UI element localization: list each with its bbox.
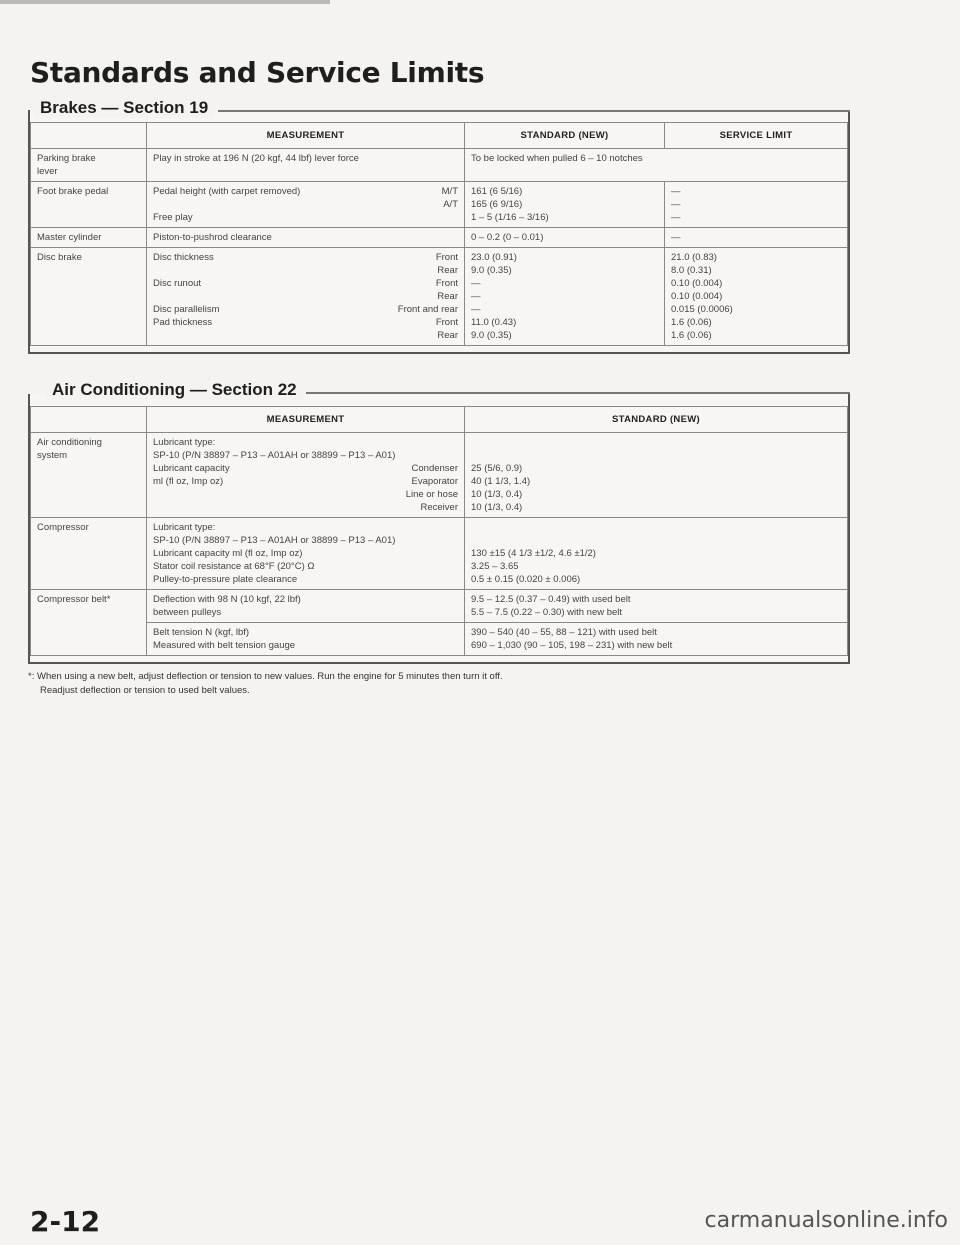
header-service-limit: SERVICE LIMIT (665, 123, 848, 149)
watermark: carmanualsonline.info (704, 1208, 948, 1233)
table-row: Air conditioning system Lubricant type: SP-10 (P/N 38897 – P13 – A01AH or 38899 – P13 – A01) Lubricant capacity Condenser ml (fl oz, Imp oz) Evaporator Line or hose Receiver 25 (5/6, 0.9) 40 (1 1/3, 1.4) 10 (1/3, 0.4) 10 (1/3, 0.4) (31, 433, 848, 518)
header-standard: STANDARD (NEW) (465, 407, 848, 433)
brakes-section (28, 98, 850, 354)
aircon-section (28, 380, 850, 664)
page-number: 2-12 (30, 1205, 101, 1238)
table-row: Disc brake Disc thickness Front Rear Disc runout Front Rear Disc parallelism Front and rear Pad thickness Front Rear 23.0 (0.91) 9.0 (0.35) — — — 11.0 (0.43) 9.0 (0.35) 21.0 (0.83) 8.0 (0.31) 0.10 (0.004) 0.10 (0.004) 0.015 (0.0006) 1.6 (0.06) 1.6 (0.06) (31, 248, 848, 346)
header-measurement: MEASUREMENT (147, 123, 465, 149)
table-row: Compressor Lubricant type: SP-10 (P/N 38897 – P13 – A01AH or 38899 – P13 – A01) Lubricant capacity ml (fl oz, Imp oz) Stator coil resistance at 68°F (20°C) Ω Pulley-to-pressure plate clearance 130 ±15 (4 1/3 ±1/2, 4.6 ±1/2) 3.25 – 3.65 0.5 ± 0.15 (0.020 ± 0.006) (31, 518, 848, 590)
page-title: Standards and Service Limits (30, 56, 485, 89)
aircon-table (30, 406, 848, 656)
footnote: *: When using a new belt, adjust deflection or tension to new values. Run the engine for 5 minutes then turn it off. Readjust deflection or tension to used belt values. (28, 671, 503, 696)
top-rule (0, 0, 330, 4)
table-row: Foot brake pedal Pedal height (with carpet removed) M/T A/T Free play 161 (6 5/16) 165 (6 9/16) 1 – 5 (1/16 – 3/16) — — — (31, 182, 848, 228)
table-row: Parking brake lever Play in stroke at 196 N (20 kgf, 44 lbf) lever force To be locked when pulled 6 – 10 notches (31, 149, 848, 182)
header-standard: STANDARD (NEW) (465, 123, 665, 149)
brakes-section-title: Brakes — Section 19 (34, 98, 214, 118)
brakes-table (30, 122, 848, 346)
table-row: Belt tension N (kgf, lbf) Measured with belt tension gauge 390 – 540 (40 – 55, 88 – 121) with used belt 690 – 1,030 (90 – 105, 198 – 231) with new belt (31, 623, 848, 656)
table-row: Compressor belt* Deflection with 98 N (10 kgf, 22 lbf) between pulleys 9.5 – 12.5 (0.37 – 0.49) with used belt 5.5 – 7.5 (0.22 – 0.30) with new belt (31, 590, 848, 623)
aircon-section-title: Air Conditioning — Section 22 (46, 380, 303, 400)
header-measurement: MEASUREMENT (147, 407, 465, 433)
table-row: Master cylinder Piston-to-pushrod clearance 0 – 0.2 (0 – 0.01) — (31, 228, 848, 248)
